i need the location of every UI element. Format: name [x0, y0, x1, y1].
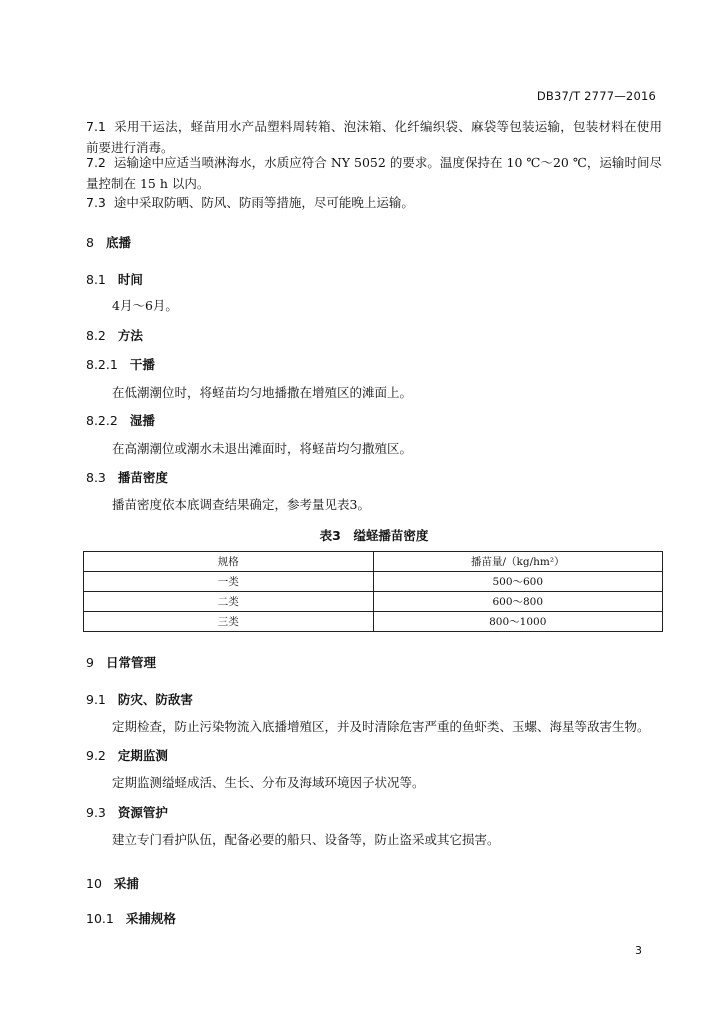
table-header-row [84, 552, 663, 572]
section-number: 9.2 [86, 748, 106, 763]
section-8-2-1-body: 在低潮潮位时，将蛏苗均匀地播撒在增殖区的滩面上。 [112, 385, 413, 400]
clause-number: 7.3 [86, 195, 106, 210]
section-number: 9 [86, 655, 94, 670]
section-9-3-body: 建立专门看护队伍，配备必要的船只、设备等，防止盗采或其它损害。 [112, 832, 500, 847]
table-header-cell: 播苗量/（kg/hm²） [373, 552, 663, 572]
section-9-2-heading [86, 746, 662, 764]
table-cell: 500～600 [373, 572, 663, 592]
section-number: 8 [86, 235, 94, 250]
section-number: 10 [86, 876, 102, 891]
section-10-1-heading [86, 909, 662, 927]
table-cell: 600～800 [373, 592, 663, 612]
section-title: 时间 [117, 272, 143, 287]
standard-code: DB37/T 2777—2016 [536, 89, 656, 103]
seeding-density-table [83, 551, 663, 632]
section-number: 8.1 [86, 272, 106, 287]
table-cell: 三类 [84, 612, 374, 632]
section-title: 底播 [105, 235, 131, 250]
section-title: 资源管护 [117, 805, 168, 820]
section-title: 播苗密度 [117, 470, 168, 485]
clause-text: 运输途中应适当喷淋海水，水质应符合 NY 5052 的要求。温度保持在 10 ℃～20 ℃，运输时间尽量控制在 15 h 以内。 [86, 155, 662, 191]
section-title: 防灾、防敌害 [117, 692, 193, 707]
section-title: 方法 [117, 328, 143, 343]
clause-number: 7.2 [86, 155, 106, 170]
section-number: 8.2.1 [86, 357, 118, 372]
clause-text: 途中采取防晒、防风、防雨等措施，尽可能晚上运输。 [113, 195, 414, 210]
section-8-1-heading [86, 270, 662, 288]
table-container [86, 551, 662, 632]
section-number: 9.3 [86, 805, 106, 820]
section-title: 定期监测 [117, 748, 168, 763]
table-cell: 二类 [84, 592, 374, 612]
section-8-2-2-heading [86, 411, 662, 429]
table-row [84, 612, 663, 632]
section-9-1-body: 定期检查，防止污染物流入底播增殖区，并及时清除危害严重的鱼虾类、玉螺、海星等敌害生物。 [112, 719, 650, 734]
section-9-3-heading [86, 803, 662, 821]
section-8-1-body: 4月～6月。 [112, 298, 178, 313]
section-10-heading [86, 874, 662, 892]
table-row [84, 592, 663, 612]
section-number: 10.1 [86, 911, 114, 926]
section-9-1-heading [86, 690, 662, 708]
section-number: 9.1 [86, 692, 106, 707]
section-title: 日常管理 [105, 655, 156, 670]
table-cell: 800～1000 [373, 612, 663, 632]
clause-text: 采用干运法，蛏苗用水产品塑料周转箱、泡沫箱、化纤编织袋、麻袋等包装运输，包装材料在使用前要进行消毒。 [86, 119, 662, 155]
section-title: 湿播 [129, 413, 155, 428]
table-row [84, 572, 663, 592]
section-8-2-2-body: 在高潮潮位或潮水未退出滩面时，将蛏苗均匀撒殖区。 [112, 441, 413, 456]
page-number: 3 [635, 944, 642, 957]
section-8-2-heading [86, 326, 662, 344]
table-caption: 表3 缢蛏播苗密度 [319, 528, 429, 543]
section-title: 干播 [129, 357, 155, 372]
section-8-2-1-heading [86, 355, 662, 373]
table-header-cell: 规格 [84, 552, 374, 572]
section-number: 8.2 [86, 328, 106, 343]
section-title: 采捕规格 [125, 911, 176, 926]
section-8-3-body: 播苗密度依本底调查结果确定，参考量见表3。 [112, 497, 370, 512]
section-number: 8.2.2 [86, 413, 118, 428]
section-9-heading [86, 653, 662, 671]
clause-number: 7.1 [86, 119, 106, 134]
section-title: 采捕 [113, 876, 139, 891]
section-8-3-heading [86, 468, 662, 486]
table-cell: 一类 [84, 572, 374, 592]
section-9-2-body: 定期监测缢蛏成活、生长、分布及海域环境因子状况等。 [112, 775, 425, 790]
clause-7-3 [86, 192, 662, 213]
section-number: 8.3 [86, 470, 106, 485]
section-8-heading [86, 233, 662, 251]
clause-7-2 [86, 152, 662, 194]
